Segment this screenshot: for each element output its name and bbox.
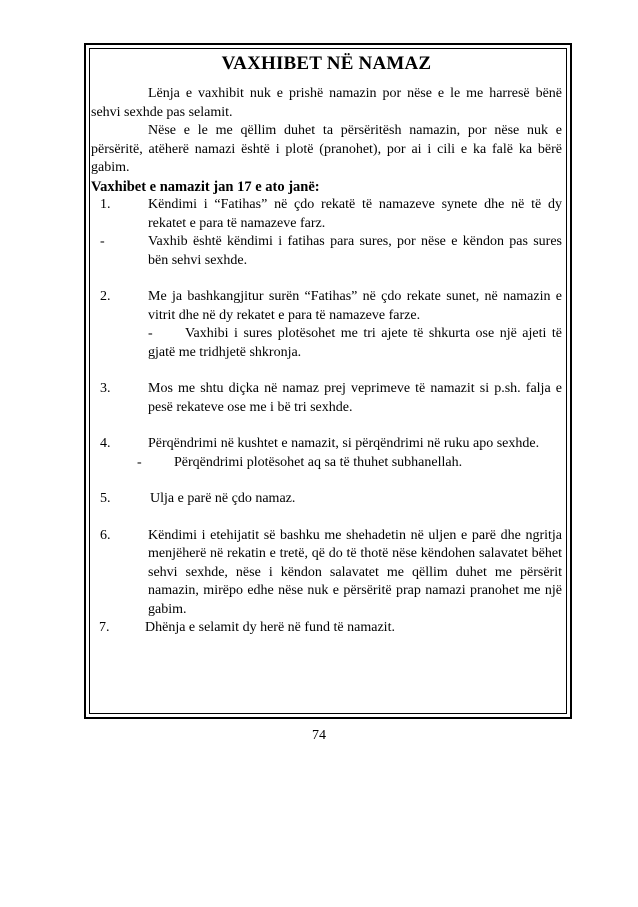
document-content bbox=[91, 50, 562, 638]
list-item-text: Vaxhib është këndimi i fatihas para sures, por nëse e këndon pas sures bën sehvi sexhde. bbox=[148, 234, 562, 268]
list-item bbox=[91, 490, 562, 509]
list-item-text: Ulja e parë në çdo namaz. bbox=[150, 491, 296, 506]
list-item-number: 5. bbox=[100, 491, 111, 506]
page-number: 74 bbox=[312, 728, 326, 743]
intro-paragraph-2: Nëse e le me qëllim duhet ta përsëritësh namazin, por nëse nuk e përsëritë, atëherë namazi është i plotë (pranohet), por ai i cili e ka falë ka bërë gabim. bbox=[91, 123, 562, 175]
list-item-subnote bbox=[148, 325, 562, 362]
list-item-text: Përqëndrimi në kushtet e namazit, si përqëndrimi në ruku apo sexhde. bbox=[148, 436, 540, 451]
list-item-text: Dhënja e selamit dy herë në fund të namazit. bbox=[145, 620, 395, 635]
subnote-dash: - bbox=[148, 326, 153, 341]
list-item bbox=[91, 527, 562, 620]
list-item bbox=[91, 233, 562, 270]
list-item-number: 3. bbox=[100, 381, 111, 396]
list-item bbox=[91, 619, 562, 638]
list-item-number: 6. bbox=[100, 527, 111, 543]
list-item-number: - bbox=[100, 234, 105, 249]
list-item-text: Mos me shtu diçka në namaz prej veprimeve të namazit si p.sh. falja e pesë rekateve ose me i bë tri sexhde. bbox=[148, 381, 562, 415]
list-item-subnote bbox=[91, 454, 562, 473]
list-item-number: 7. bbox=[99, 620, 110, 635]
list-item-number: 1. bbox=[100, 197, 111, 212]
list-item bbox=[91, 380, 562, 417]
list-item bbox=[91, 288, 562, 362]
intro-paragraph-1: Lënja e vaxhibit nuk e prishë namazin por nëse e le me harresë bënë sehvi sexhde pas selamit. bbox=[91, 86, 562, 120]
list-item-number: 2. bbox=[100, 289, 111, 304]
list-heading: Vaxhibet e namazit jan 17 e ato janë: bbox=[91, 178, 320, 195]
subnote-dash: - bbox=[137, 454, 142, 470]
subnote-text: Vaxhibi i sures plotësohet me tri ajete të shkurta ose një ajeti të gjatë me tridhjetë shkronja. bbox=[148, 326, 562, 360]
page-title: VAXHIBET NË NAMAZ bbox=[221, 53, 432, 74]
list-item-text: Këndimi i “Fatihas” në çdo rekatë të namazeve synete dhe në të dy rekatet e para të namazeve farz. bbox=[148, 197, 562, 231]
list-item-text: Këndimi i etehijatit së bashku me shehadetin në uljen e parë dhe ngritja menjëherë në rekatin e tretë, që do të thotë nëse këndohen salavatet bëhet sehvi sexhde, nëse i këndon salavatet me qëllim duhet me përsërit namazin, mirëpo edhe nëse nuk e përsëritë prap namazi pranohet me një gabim. bbox=[148, 527, 562, 617]
list-item bbox=[91, 435, 562, 454]
subnote-text: Përqëndrimi plotësohet aq sa të thuhet subhanellah. bbox=[174, 454, 463, 470]
list-item-text: Me ja bashkangjitur surën “Fatihas” në çdo rekate sunet, në namazin e vitrit dhe në dy rekatet e para të namazeve farze. bbox=[148, 289, 562, 323]
list-item bbox=[91, 196, 562, 233]
list-item-number: 4. bbox=[100, 436, 111, 451]
